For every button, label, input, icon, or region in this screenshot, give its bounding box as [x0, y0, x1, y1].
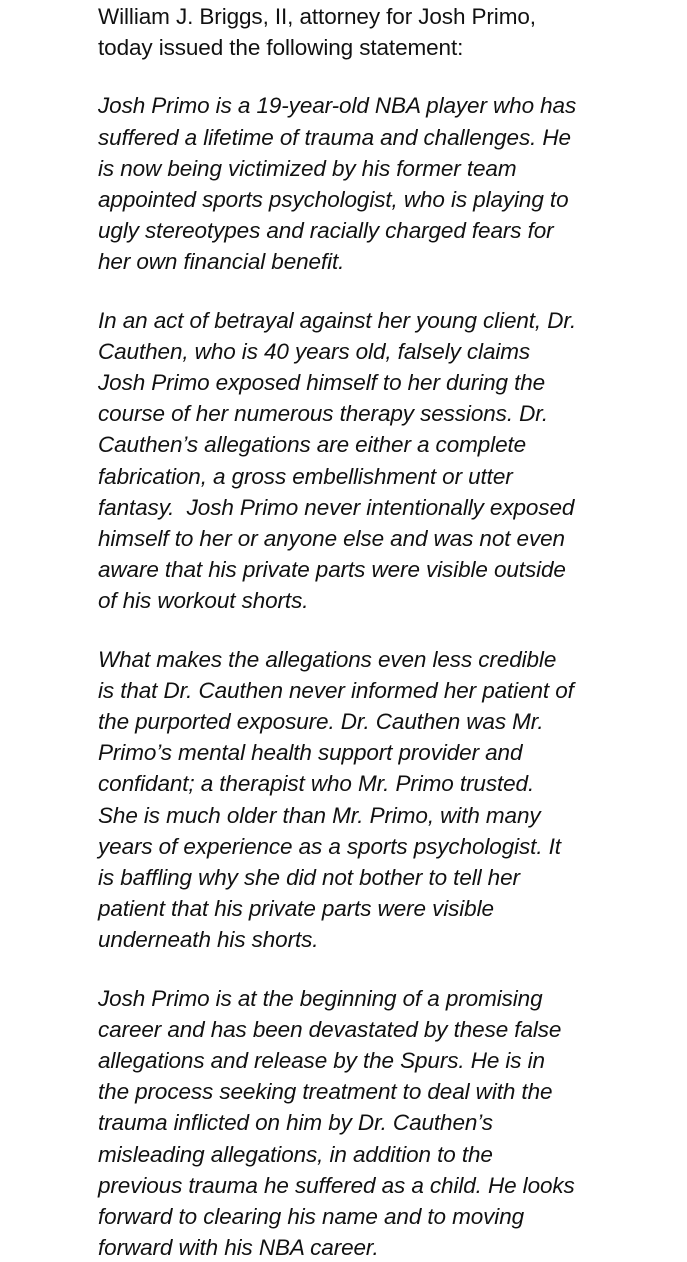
text-line: ugly stereotypes and racially charged fears for — [98, 218, 554, 243]
text-line: allegations and release by the Spurs. He is in — [98, 1048, 545, 1073]
text-line: Josh Primo is at the beginning of a promising — [98, 986, 543, 1011]
text-line: forward with his NBA career. — [98, 1235, 379, 1260]
text-line: of his workout shorts. — [98, 588, 309, 613]
text-line: himself to her or anyone else and was not even — [98, 526, 565, 551]
text-line: is that Dr. Cauthen never informed her patient of — [98, 678, 574, 703]
text-line: Josh Primo is a 19-year-old NBA player who has — [98, 93, 577, 118]
text-line: forward to clearing his name and to moving — [98, 1204, 525, 1229]
text-line: appointed sports psychologist, who is playing to — [98, 187, 569, 212]
text-line: confidant; a therapist who Mr. Primo trusted. — [98, 771, 535, 796]
text-line: She is much older than Mr. Primo, with many — [98, 803, 541, 828]
text-line: the process seeking treatment to deal with the — [98, 1079, 553, 1104]
text-line: Cauthen’s allegations are either a complete — [98, 432, 527, 457]
text-line: her own financial benefit. — [98, 249, 345, 274]
text-line: fantasy. Josh Primo never intentionally exposed — [98, 495, 575, 520]
text-line: William J. Briggs, II, attorney for Josh Primo, — [98, 4, 536, 29]
text-line: patient that his private parts were visible — [98, 896, 494, 921]
text-line: fabrication, a gross embellishment or utter — [98, 464, 513, 489]
text-line: misleading allegations, in addition to the — [98, 1142, 493, 1167]
text-line: suffered a lifetime of trauma and challenges. He — [98, 125, 571, 150]
text-line: In an act of betrayal against her young client, Dr. — [98, 308, 577, 333]
text-line: Cauthen, who is 40 years old, falsely claims — [98, 339, 531, 364]
text-line: Josh Primo exposed himself to her during the — [98, 370, 546, 395]
text-line: course of her numerous therapy sessions. Dr. — [98, 401, 548, 426]
text-line: Primo’s mental health support provider and — [98, 740, 523, 765]
text-line: is baffling why she did not bother to tell her — [98, 865, 520, 890]
text-line: is now being victimized by his former team — [98, 156, 517, 181]
text-line: underneath his shorts. — [98, 927, 319, 952]
text-line: career and has been devastated by these false — [98, 1017, 562, 1042]
text-line: today issued the following statement: — [98, 35, 464, 60]
text-line: years of experience as a sports psychologist. It — [98, 834, 561, 859]
text-line: What makes the allegations even less credible — [98, 647, 557, 672]
text-line: aware that his private parts were visible outside — [98, 557, 566, 582]
text-line: the purported exposure. Dr. Cauthen was Mr. — [98, 709, 544, 734]
text-line: trauma inflicted on him by Dr. Cauthen’s — [98, 1110, 493, 1135]
text-line: previous trauma he suffered as a child. He looks — [98, 1173, 575, 1198]
